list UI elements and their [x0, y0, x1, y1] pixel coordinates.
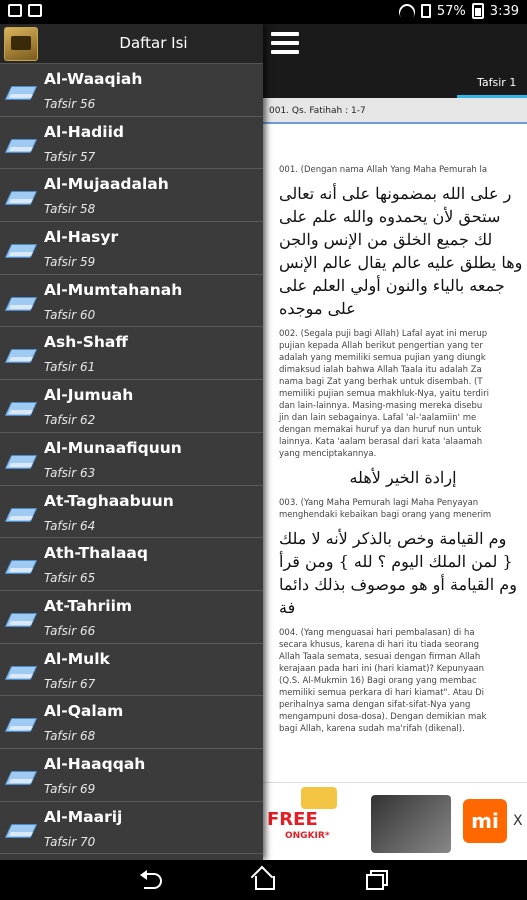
- item-title: Ash-Shaff: [44, 333, 128, 352]
- book-icon: [8, 453, 36, 469]
- surah-list: [0, 64, 263, 854]
- book-icon: [8, 84, 36, 100]
- back-icon[interactable]: [140, 870, 164, 888]
- item-title: Al-Mumtahanah: [44, 280, 183, 299]
- item-subtitle: Tafsir 68: [44, 729, 96, 744]
- item-title: Al-Munaafiquun: [44, 438, 182, 457]
- item-subtitle: Tafsir 70: [44, 834, 96, 849]
- ad-free-text: FREE: [267, 809, 318, 830]
- item-title: Al-Maarij: [44, 807, 123, 826]
- item-subtitle: Tafsir 66: [44, 623, 96, 638]
- item-title: Al-Mujaadalah: [44, 175, 169, 194]
- item-subtitle: Tafsir 58: [44, 202, 96, 217]
- battery-percent: 57%: [436, 3, 466, 19]
- system-nav-bar: [0, 860, 527, 900]
- ad-product-image: [371, 795, 451, 853]
- item-title: At-Taghaabuun: [44, 491, 174, 510]
- item-subtitle: Tafsir 69: [44, 781, 96, 796]
- book-icon: [8, 822, 36, 838]
- main-toolbar: [263, 24, 527, 64]
- item-title: Al-Qalam: [44, 702, 124, 721]
- item-title: Al-Hasyr: [44, 228, 119, 247]
- battery-icon: [472, 3, 484, 19]
- arabic-block-3: وم القيامة وخص بالذكر لأنه لا ملك { لمن الملك اليوم ؟ لله } ومن قرأ وم القيامة أو هو موصوف بذلك دائما فة: [279, 529, 517, 617]
- list-item[interactable]: [0, 486, 263, 539]
- ad-banner[interactable]: [263, 782, 527, 860]
- item-title: Ath-Thalaaq: [44, 544, 148, 563]
- recent-apps-icon[interactable]: [366, 870, 386, 888]
- item-subtitle: Tafsir 64: [44, 518, 96, 533]
- book-icon: [8, 137, 36, 153]
- navigation-drawer: [0, 24, 263, 860]
- list-item[interactable]: [0, 169, 263, 222]
- list-item[interactable]: [0, 222, 263, 275]
- ad-ongkir-text: ONGKIR*: [285, 831, 330, 841]
- item-title: Al-Hadiid: [44, 122, 124, 141]
- arabic-block-2: إرادة الخير لأهله: [349, 468, 457, 487]
- gallery-notification-icon: [8, 4, 22, 17]
- book-icon: [8, 242, 36, 258]
- arabic-block-1: ر على الله بمضمونها على أنه تعالى ستحق لأن يحمدوه والله علم على لك جميع الخلق من الإنس والجن وها يطلق عليه عالم يقال عالم الإنس جمعه بالياء والنون أولي العلم على على موجده: [279, 184, 523, 318]
- book-icon: [8, 400, 36, 416]
- list-item[interactable]: [0, 380, 263, 433]
- status-bar: [0, 0, 527, 24]
- item-title: Al-Waaqiah: [44, 70, 143, 88]
- list-item[interactable]: [0, 433, 263, 486]
- item-title: Al-Haaqqah: [44, 754, 146, 773]
- item-subtitle: Tafsir 67: [44, 676, 96, 691]
- drawer-title: Daftar Isi: [119, 34, 188, 52]
- item-subtitle: Tafsir 63: [44, 465, 96, 480]
- item-title: Al-Mulk: [44, 649, 110, 668]
- list-item[interactable]: [0, 64, 263, 117]
- tafsir-content[interactable]: [263, 126, 527, 794]
- item-title: Al-Jumuah: [44, 386, 134, 405]
- item-subtitle: Tafsir 56: [44, 97, 96, 111]
- menu-icon[interactable]: [271, 32, 299, 54]
- item-subtitle: Tafsir 65: [44, 571, 96, 586]
- book-icon: [8, 769, 36, 785]
- book-icon: [8, 295, 36, 311]
- home-icon[interactable]: [252, 868, 274, 888]
- item-title: At-Tahriim: [44, 596, 133, 615]
- paragraph-2: 002. (Segala puji bagi Allah) Lafal ayat ini merup pujian kepada Allah berikut pengertian yang ter adalah yang memiliki semua pujian yang diungk dimaksud ialah bahwa Allah Taala itu adalah Za nama bagi Zat yang berhak untuk disembah. (T memiliki pujian semua makhluk-Nya, yaitu terdiri dan lain-lainnya. Masing-masing mereka disebu jin dan lain sebagainya. Lafal 'al-'aalamiin' me dengan memakai huruf ya dan huruf nun untuk lainnya. Kata 'aalam berasal dari kata 'alaamah yang menciptakannya.: [279, 329, 489, 459]
- book-icon: [8, 189, 36, 205]
- list-item[interactable]: [0, 591, 263, 644]
- ad-brand-text: X: [513, 813, 523, 829]
- wifi-icon: [397, 4, 415, 18]
- list-item[interactable]: [0, 644, 263, 697]
- item-subtitle: Tafsir 59: [44, 255, 96, 270]
- item-subtitle: Tafsir 60: [44, 307, 96, 322]
- book-icon: [8, 506, 36, 522]
- drawer-header: [0, 24, 263, 64]
- item-subtitle: Tafsir 62: [44, 413, 96, 428]
- item-subtitle: Tafsir 61: [44, 360, 96, 375]
- list-item[interactable]: [0, 117, 263, 170]
- list-item[interactable]: [0, 749, 263, 802]
- list-item[interactable]: [0, 275, 263, 328]
- book-icon: [8, 664, 36, 680]
- paragraph-3: 003. (Yang Maha Pemurah lagi Maha Penyayan menghendaki kebaikan bagi orang yang menerim: [279, 498, 492, 520]
- book-icon: [8, 347, 36, 363]
- download-notification-icon: [28, 4, 42, 17]
- book-icon: [8, 716, 36, 732]
- tab-bar: [263, 64, 527, 98]
- sim-icon: [421, 4, 431, 18]
- list-item[interactable]: [0, 696, 263, 749]
- paragraph-1: 001. (Dengan nama Allah Yang Maha Pemurah la: [279, 165, 488, 175]
- list-item[interactable]: [0, 802, 263, 855]
- book-icon: [8, 611, 36, 627]
- list-item[interactable]: [0, 327, 263, 380]
- clock: 3:39: [489, 3, 519, 19]
- tab-tafsir-1[interactable]: Tafsir 1: [457, 70, 527, 98]
- truck-icon: [301, 787, 337, 809]
- breadcrumb: 001. Qs. Fatihah : 1-7: [263, 98, 527, 124]
- list-item[interactable]: [0, 538, 263, 591]
- book-icon: [8, 558, 36, 574]
- item-subtitle: Tafsir 57: [44, 149, 96, 164]
- mi-logo: mi: [463, 799, 507, 843]
- paragraph-4: 004. (Yang menguasai hari pembalasan) di ha secara khusus, karena di hari itu tiada seorang Allah Taala semata, sesuai dengan firman Allah kerajaan pada hari ini (hari kiamat)? Kepunyaan (Q.S. Al-Mukmin 16) Bagi orang yang membac memiliki semua perkara di hari kiamat". Atau Di perihalnya sama dengan sifat-sifat-Nya yang mengampuni dosa-dosa). Dengan demikian mak bagi Allah, karena sudah ma'rifah (dikenal).: [279, 628, 487, 734]
- notification-icons: [8, 4, 42, 17]
